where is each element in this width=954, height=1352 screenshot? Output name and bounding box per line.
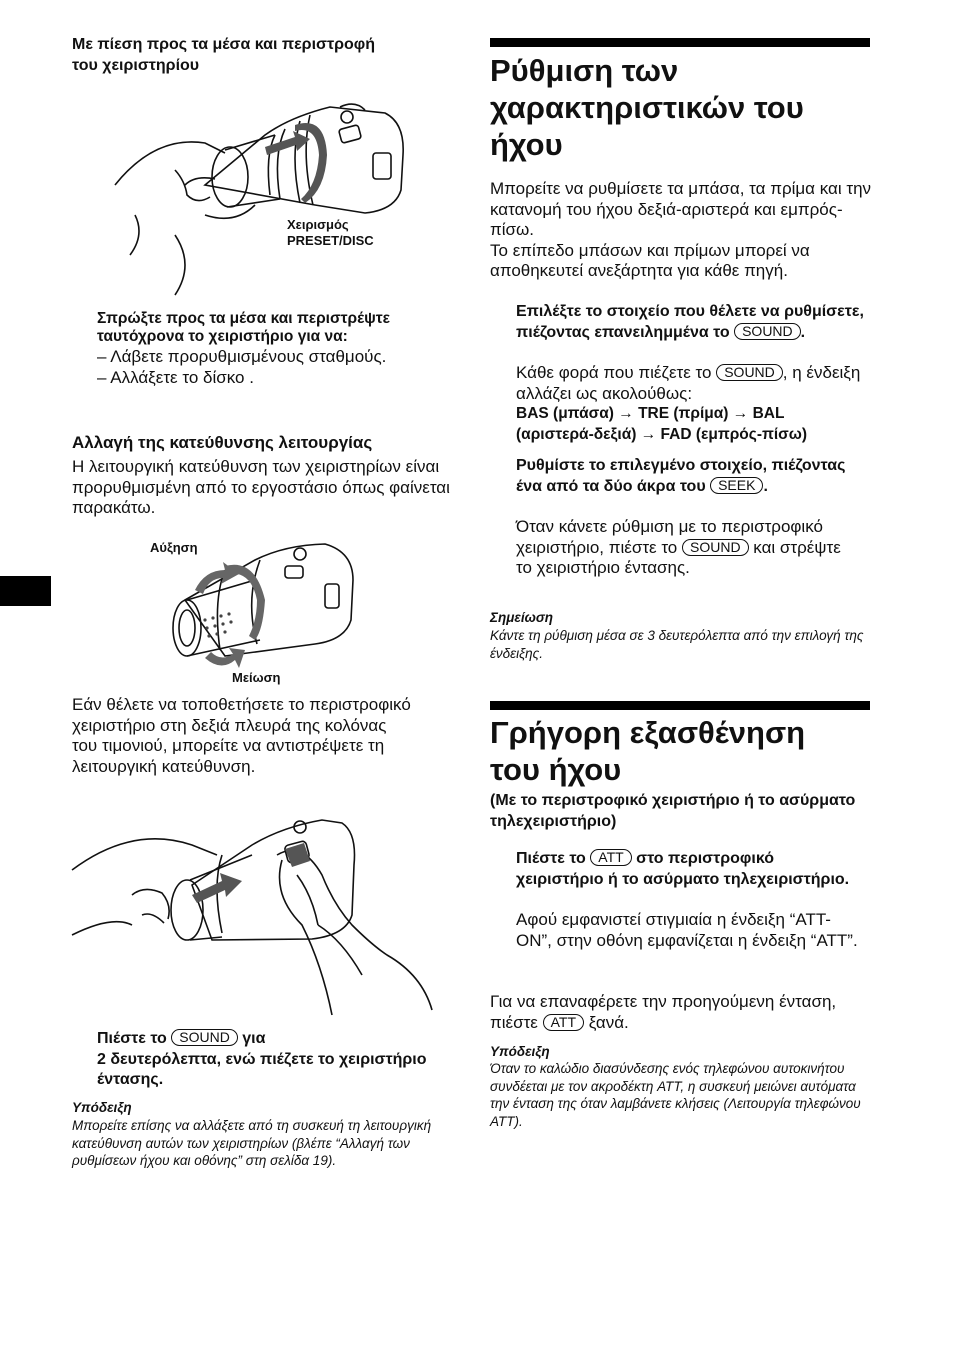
- sequence-item: BAS (μπάσα): [516, 405, 614, 422]
- display-sequence: [516, 404, 876, 445]
- press-sound-pre: Πιέστε το: [97, 1030, 167, 1047]
- restore-volume: [490, 992, 870, 1033]
- step-adjust-item: [516, 456, 871, 497]
- restore-post: ξανά.: [588, 1012, 629, 1032]
- note-text-content: Κάντε τη ρύθμιση μέσα σε 3 δευτερόλεπτα από την επιλογή της ένδειξης.: [490, 628, 864, 661]
- step1-pre: Επιλέξτε το στοιχείο που θέλετε να ρυθμίσετε, πιέζοντας επανειλημμένα το: [516, 303, 864, 341]
- bullet-item: – Λάβετε προρυθμισμένους σταθμούς.: [97, 347, 387, 366]
- press-sound-rest: 2 δευτερόλεπτα, ενώ πιέζετε το χειριστήριο έντασης.: [97, 1050, 427, 1088]
- title-line: του ήχου: [490, 752, 622, 787]
- paragraph-direction-text: Η λειτουργική κατεύθυνση των χειριστηρίων είναι προρυθμισμένη από το εργοστάσιο όπως φαίνεται παρακάτω.: [72, 457, 450, 517]
- heading-press-rotate-text: Με πίεση προς τα μέσα και περιστροφή του χειριστηρίου: [72, 36, 375, 74]
- step-press-att-desc: [516, 910, 866, 951]
- sound-button[interactable]: SOUND: [171, 1029, 238, 1046]
- sequence-item: FAD (εμπρός-πίσω): [660, 425, 808, 443]
- bullet-list: [97, 347, 397, 388]
- section-rule-att: [490, 701, 870, 710]
- tip-text-left: [72, 1117, 452, 1170]
- figure-rotary-direction: [165, 540, 365, 680]
- step2-post: .: [763, 477, 768, 495]
- step1-desc-pre: Κάθε φορά που πιέζετε το: [516, 363, 712, 382]
- instruction-push-rotate-text: Σπρώξτε προς τα μέσα και περιστρέψτε ταυτόχρονα το χειριστήριο για να:: [97, 310, 391, 345]
- sequence-item: (αριστερά-δεξιά): [516, 425, 637, 443]
- sequence-item: BAL: [752, 405, 785, 422]
- step2-pre: Ρυθμίστε το επιλεγμένο στοιχείο, πιέζοντας ένα από τα δύο άκρα του: [516, 457, 846, 495]
- heading-change-direction: [72, 433, 372, 454]
- sequence-arrow: →: [618, 405, 634, 422]
- fig2-label-down: Μείωση: [232, 670, 281, 685]
- figure-rotary-commander-push-rotate: [115, 95, 415, 295]
- step-select-desc: [516, 363, 871, 404]
- sound-button[interactable]: SOUND: [682, 539, 749, 556]
- note-title: Σημείωση: [490, 610, 554, 625]
- paragraph-reverse: [72, 695, 412, 777]
- press-sound-post: για: [242, 1030, 266, 1047]
- intro-sound: [490, 179, 875, 282]
- step3-post: στο περιστροφικό χειριστήριο ή το ασύρματο τηλεχειριστήριο.: [516, 850, 850, 888]
- step2-desc-pre: Όταν κάνετε ρύθμιση με το περιστροφικό χειριστήριο, πιέστε το: [516, 517, 823, 557]
- tip-text-right: [490, 1060, 865, 1130]
- tip-text-left-content: Μπορείτε επίσης να αλλάξετε από τη συσκευή τη λειτουργική κατεύθυνση αυτών των χειριστηρίων (βλέπε “Αλλαγή των ρυθμίσεων ήχου και οθόνης” στη σελίδα 19).: [72, 1118, 432, 1168]
- subtitle-att: [490, 791, 870, 832]
- step3-desc-text: Αφού εμφανιστεί στιγμιαία η ένδειξη “ATT-ON”, στην οθόνη εμφανίζεται η ένδειξη “ATT”.: [516, 910, 858, 950]
- att-button[interactable]: ATT: [543, 1014, 584, 1031]
- fig1-caption-line2: PRESET/DISC: [287, 233, 374, 248]
- step1-desc-post: , η ένδειξη αλλάζει ως ακολούθως:: [516, 363, 861, 403]
- title-line: χαρακτηριστικών του: [490, 90, 804, 125]
- figure-rotary-press-sound: [72, 815, 442, 1015]
- step-select-item: [516, 302, 871, 343]
- title-sound-characteristics: [490, 52, 870, 163]
- seek-button[interactable]: SEEK: [710, 477, 763, 494]
- tip-text-right-content: Όταν το καλώδιο διασύνδεσης ενός τηλεφώνου αυτοκινήτου συνδέεται με τον ακροδέκτη ATT, η συσκευή μειώνει αυτόματα την ένταση της όταν λαμβάνετε κλήσεις (Λειτουργία τηλεφώνου ATT).: [490, 1061, 861, 1129]
- title-line: Ρύθμιση των: [490, 53, 679, 88]
- instruction-press-sound: [97, 1029, 437, 1091]
- fig2-label-up: Αύξηση: [150, 540, 198, 555]
- sequence-item: TRE (πρίμα): [638, 405, 729, 422]
- heading-change-direction-text: Αλλαγή της κατεύθυνσης λειτουργίας: [72, 433, 373, 452]
- bullet-item: – Αλλάξετε το δίσκο .: [97, 367, 254, 387]
- intro-line2: Το επίπεδο μπάσων και πρίμων μπορεί να αποθηκευτεί ανεξάρτητα για κάθε πηγή.: [490, 240, 810, 280]
- step1-post: .: [800, 323, 806, 341]
- note-text: [490, 627, 865, 662]
- page-side-tab: [0, 576, 51, 606]
- title-line: Γρήγορη εξασθένηση: [490, 715, 806, 750]
- instruction-push-rotate: [97, 310, 457, 346]
- fig1-caption: [287, 217, 374, 249]
- tip-title-right: Υπόδειξη: [490, 1044, 550, 1059]
- sequence-arrow: →: [732, 405, 749, 422]
- intro-line1: Μπορείτε να ρυθμίσετε τα μπάσα, τα πρίμα και την κατανομή του ήχου δεξιά-αριστερά και εμπρός-πίσω.: [490, 179, 872, 239]
- sequence-arrow: →: [640, 425, 657, 443]
- paragraph-direction: [72, 457, 457, 519]
- restore-pre: Για να επαναφέρετε την προηγούμενη ένταση, πιέστε: [490, 992, 837, 1032]
- step2-desc-post: και στρέψτε το χειριστήριο έντασης.: [516, 537, 841, 577]
- section-rule-sound: [490, 38, 870, 47]
- step-press-att: [516, 849, 861, 890]
- sound-button[interactable]: SOUND: [716, 364, 783, 381]
- step-adjust-desc: [516, 517, 861, 579]
- step3-pre: Πιέστε το: [516, 850, 586, 867]
- title-line: ήχου: [490, 127, 563, 162]
- heading-press-rotate: [72, 35, 402, 76]
- fig1-caption-line1: Χειρισμός: [287, 217, 349, 232]
- tip-title-left: Υπόδειξη: [72, 1100, 132, 1115]
- title-quick-attenuation: [490, 714, 870, 788]
- sound-button[interactable]: SOUND: [734, 323, 801, 340]
- subtitle-att-text: (Με το περιστροφικό χειριστήριο ή το ασύρματο τηλεχειριστήριο): [490, 792, 856, 830]
- att-button[interactable]: ATT: [590, 849, 631, 866]
- paragraph-reverse-text: Εάν θέλετε να τοποθετήσετε το περιστροφικό χειριστήριο στη δεξιά πλευρά της κολόνας του τιμονιού, μπορείτε να αντιστρέψετε τη λειτουργική κατεύθυνση.: [72, 695, 411, 776]
